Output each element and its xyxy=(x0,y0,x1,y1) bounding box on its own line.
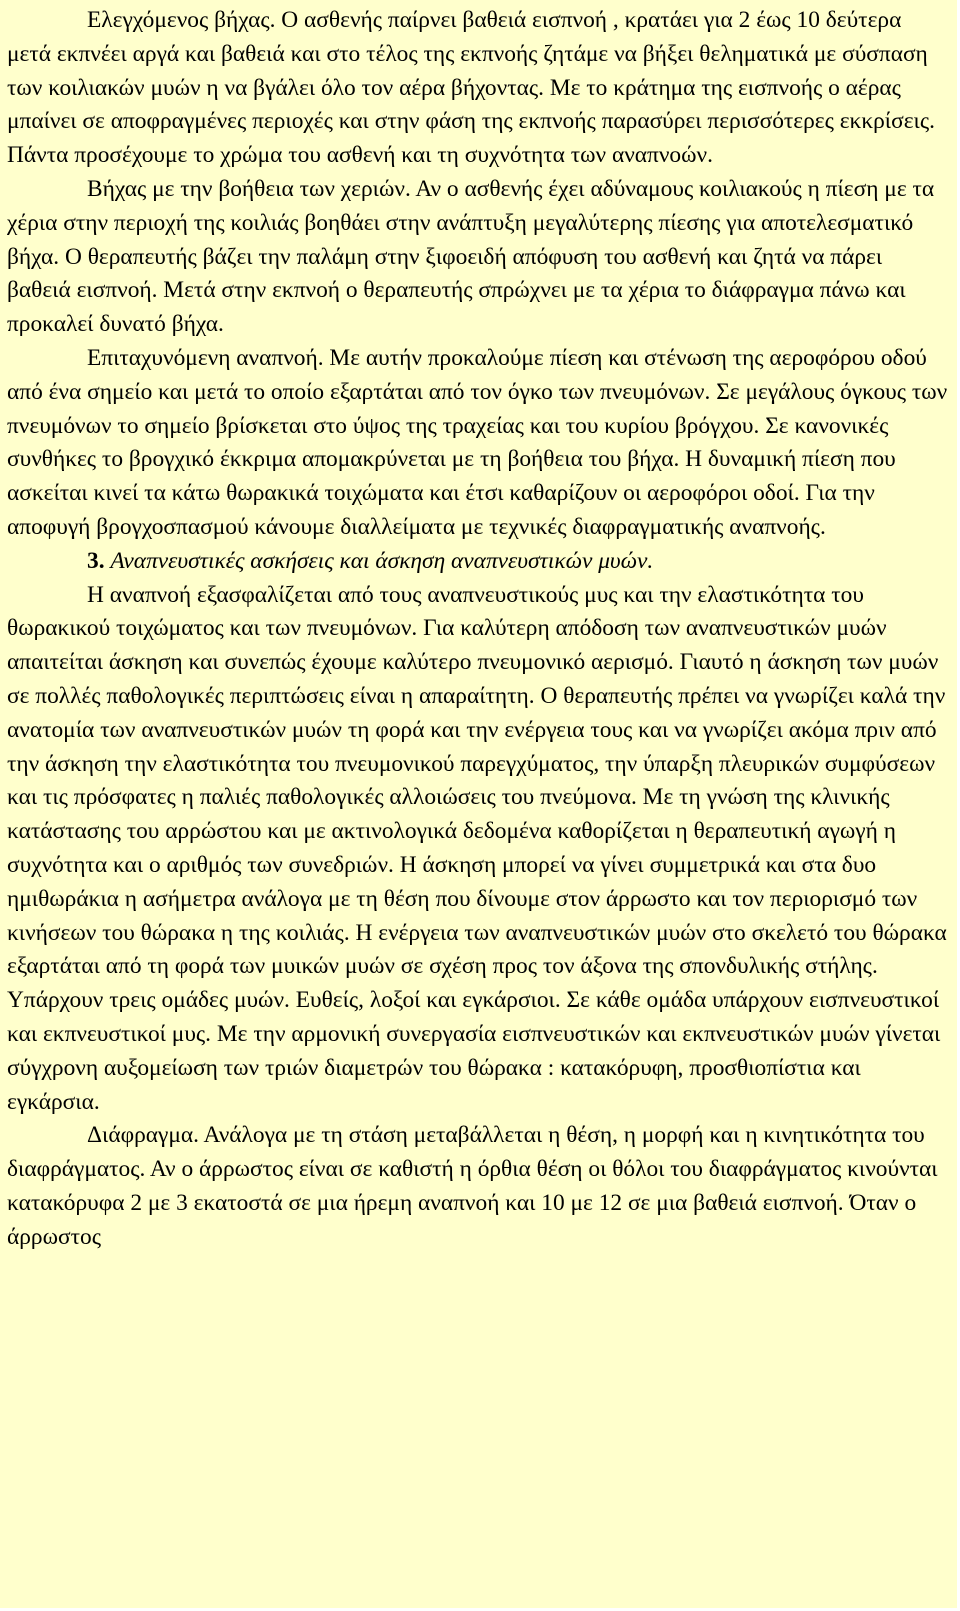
section-number: 3. xyxy=(87,547,105,574)
paragraph-accelerated-breathing: Επιταχυνόμενη αναπνοή. Με αυτήν προκαλούμε πίεση και στένωση της αεροφόρου οδού από ένα σημείο και μετά το οποίο εξαρτάται από τον όγκο των πνευμόνων. Σε μεγάλους όγκους των πνευμόνων το σημείο βρίσκεται στο ύψος της τραχείας και του κυρίου βρόγχου. Σε κανονικές συνθήκες το βρογχικό έκκριμα απομακρύνεται με τη βοήθεια του βήχα. Η δυναμική πίεση που ασκείται κινεί τα κάτω θωρακικά τοιχώματα και έτσι καθαρίζουν οι αεροφόροι οδοί. Για την αποφυγή βρογχοσπασμού κάνουμε διαλλείματα με τεχνικές διαφραγματικής αναπνοής. xyxy=(7,344,948,540)
paragraph-diaphragm: Διάφραγμα. Ανάλογα με τη στάση μεταβάλλεται η θέση, η μορφή και η κινητικότητα του διαφράγματος. Αν ο άρρωστος είναι σε καθιστή η όρθια θέση οι θόλοι του διαφράγματος κινούνται κατακόρυφα 2 με 3 εκατοστά σε μια ήρεμη αναπνοή και 10 με 12 σε μια βαθειά εισπνοή. Όταν ο άρρωστος xyxy=(7,1122,938,1250)
paragraph-respiratory-muscles: Η αναπνοή εξασφαλίζεται από τους αναπνευστικούς μυς και την ελαστικότητα του θωρακικού τοιχώματος και των πνευμόνων. Για καλύτερη απόδοση των αναπνευστικών μυών απαιτείται άσκηση και συνεπώς έχουμε καλύτερο πνευμονικό αερισμό. Γιαυτό η άσκηση των μυών σε πολλές παθολογικές περιπτώσεις είναι η απαραίτητη. Ο θεραπευτής πρέπει να γνωρίζει καλά την ανατομία των αναπνευστικών μυών τη φορά και την ενέργεια τους και να γνωρίζει ακόμα πριν από την άσκηση την ελαστικότητα του πνευμονικού παρεγχύματος, την ύπαρξη πλευρικών συμφύσεων και τις πρόσφατες η παλιές παθολογικές αλλοιώσεις του πνεύμονα. Με τη γνώση της κλινικής κατάστασης του αρρώστου και με ακτινολογικά δεδομένα καθορίζεται η θεραπευτική αγωγή η συχνότητα και ο αριθμός των συνεδριών. Η άσκηση μπορεί να γίνει συμμετρικά και στα δυο ημιθωράκια η ασήμετρα ανάλογα με τη θέση που δίνουμε στον άρρωστο και τον περιορισμό των κινήσεων του θώρακα η της κοιλιάς. Η ενέργεια των αναπνευστικών μυών στο σκελετό του θώρακα εξαρτάται από τη φορά των μυικών μυών σε σχέση προς τον άξονα της σπονδυλικής στήλης. Υπάρχουν τρεις ομάδες μυών. Ευθείς, λοξοί και εγκάρσιοι. Σε κάθε ομάδα υπάρχουν εισπνευστικοί και εκπνευστικοί μυς. Με την αρμονική συνεργασία εισπνευστικών και εκπνευστικών μυών γίνεται σύγχρονη αυξομείωση των τριών διαμετρών του θώρακα : κατακόρυφη, προσθιοπίστια και εγκάρσια. xyxy=(7,581,947,1115)
section-heading xyxy=(7,545,949,579)
paragraph-controlled-cough: Ελεγχόμενος βήχας. Ο ασθενής παίρνει βαθειά εισπνοή , κρατάει για 2 έως 10 δεύτερα μετά εκπνέει αργά και βαθειά και στο τέλος της εκπνοής ζητάμε να βήξει θεληματικά με σύσπαση των κοιλιακών μυών η να βγάλει όλο τον αέρα βήχοντας. Με το κράτημα της εισπνοής ο αέρας μπαίνει σε αποφραγμένες περιοχές και στην φάση της εκπνοής παρασύρει περισσότερες εκκρίσεις. Πάντα προσέχουμε το χρώμα του ασθενή και τη συχνότητα των αναπνοών. xyxy=(7,7,935,169)
paragraph-assisted-cough: Βήχας με την βοήθεια των χεριών. Αν ο ασθενής έχει αδύναμους κοιλιακούς η πίεση με τα χέρια στην περιοχή της κοιλιάς βοηθάει στην ανάπτυξη μεγαλύτερης πίεσης για αποτελεσματικό βήχα. Ο θεραπευτής βάζει την παλάμη στην ξιφοειδή απόφυση του ασθενή και ζητά να πάρει βαθειά εισπνοή. Μετά στην εκπνοή ο θεραπευτής σπρώχνει με τα χέρια το διάφραγμα πάνω και προκαλεί δυνατό βήχα. xyxy=(7,175,935,338)
section-title: Αναπνευστικές ασκήσεις και άσκηση αναπνευστικών μυών. xyxy=(110,547,654,574)
